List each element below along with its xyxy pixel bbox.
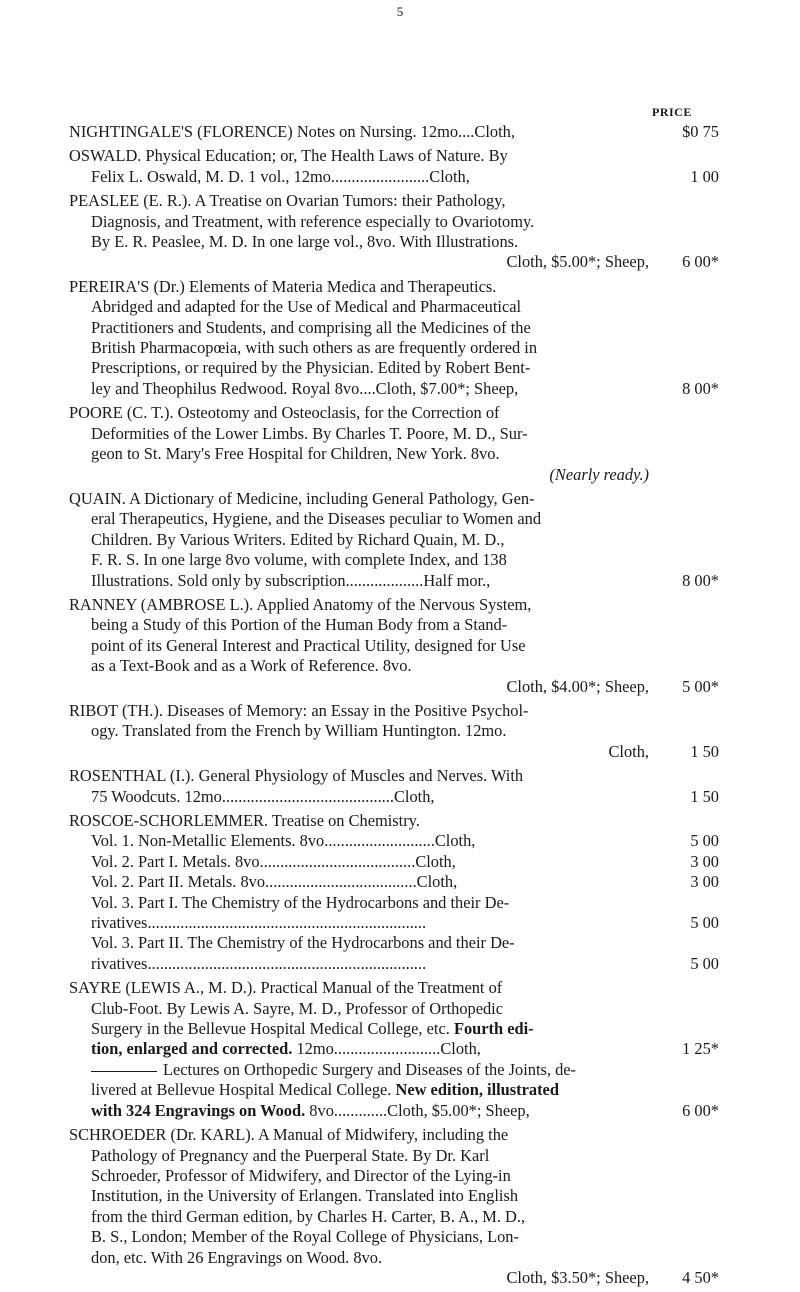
line-text: from the third German edition, by Charles H. Carter, B. A., M. D., — [91, 1206, 526, 1226]
price-column-header: PRICE — [652, 105, 692, 119]
line-text: being a Study of this Portion of the Human Body from a Stand- — [91, 615, 508, 635]
entry-line — [69, 913, 719, 933]
entry-line — [69, 1146, 715, 1166]
catalog-entry — [69, 146, 719, 187]
entry-line — [69, 741, 719, 762]
price-value: 1 25* — [682, 1039, 719, 1059]
catalog-entry — [69, 191, 719, 273]
catalog-entry — [69, 811, 719, 974]
entry-line — [69, 378, 719, 399]
entry-line — [69, 509, 715, 529]
line-text: (Nearly ready.) — [549, 464, 649, 484]
catalog-entry — [69, 700, 719, 762]
line-text: Abridged and adapted for the Use of Medical and Pharmaceutical — [91, 297, 522, 317]
line-text: ogy. Translated from the French by William Huntington. 12mo. — [91, 721, 507, 741]
line-text: ROSCOE-SCHORLEMMER. Treatise on Chemistry. — [69, 811, 420, 830]
entry-line — [69, 570, 719, 591]
price-value: 3 00 — [690, 851, 719, 871]
page-number: 5 — [396, 4, 404, 19]
entry-line — [69, 424, 715, 444]
line-text: ROSENTHAL (I.). General Physiology of Muscles and Nerves. With — [69, 766, 524, 786]
entry-line — [69, 831, 719, 851]
line-text: ley and Theophilus Redwood. Royal 8vo....Cloth, $7.00*; Sheep, — [91, 378, 519, 398]
entry-line — [69, 1125, 715, 1145]
price-value: 1 00 — [690, 166, 719, 186]
entry-line — [69, 953, 719, 974]
entry-line — [69, 1100, 719, 1121]
entry-line — [69, 122, 719, 142]
line-text: 8vo.............Cloth, $5.00*; Sheep, — [305, 1100, 530, 1120]
line-text: British Pharmacopœia, with such others as are frequently ordered in — [91, 338, 538, 358]
entry-line — [69, 1248, 715, 1268]
catalog-entry — [69, 594, 719, 697]
entry-line — [69, 318, 715, 338]
line-text: Cloth, $5.00*; Sheep, — [506, 252, 649, 272]
catalog-entry — [69, 276, 719, 399]
entry-line — [69, 212, 715, 232]
line-text: Cloth, $4.00*; Sheep, — [506, 676, 649, 696]
entry-line — [69, 1080, 715, 1100]
entry-line — [69, 811, 715, 831]
entry-line — [69, 766, 715, 786]
line-text: Felix L. Oswald, M. D. 1 vol., 12mo........................Cloth, — [91, 166, 470, 186]
line-text: SCHROEDER (Dr. KARL). A Manual of Midwifery, including the — [69, 1125, 509, 1145]
price-value: 5 00 — [690, 831, 719, 851]
catalog-entry — [69, 488, 719, 591]
entry-line — [69, 1207, 715, 1227]
line-text: livered at Bellevue Hospital Medical College. — [91, 1080, 392, 1100]
entry-line — [69, 595, 715, 615]
line-text: Children. By Various Writers. Edited by Richard Quain, M. D., — [91, 529, 505, 549]
line-text: Vol. 3. Part II. The Chemistry of the Hydrocarbons and their De- — [91, 933, 515, 953]
price-value: 5 00* — [682, 676, 719, 696]
line-text: 75 Woodcuts. 12mo..........................................Cloth, — [91, 786, 435, 806]
line-text: eral Therapeutics, Hygiene, and the Diseases peculiar to Women and — [91, 509, 542, 529]
line-text: SAYRE (LEWIS A., M. D.). Practical Manual of the Treatment of — [69, 978, 503, 998]
price-value: 3 00 — [690, 872, 719, 892]
entry-line — [69, 893, 715, 913]
line-text: Illustrations. Sold only by subscription...................Half mor., — [91, 570, 491, 590]
bold-text: with 324 Engravings on Wood. — [91, 1100, 306, 1120]
ditto-dash — [91, 1071, 157, 1072]
entry-line — [69, 232, 715, 252]
line-text: Pathology of Pregnancy and the Puerperal State. By Dr. Karl — [91, 1145, 490, 1165]
line-text: OSWALD. Physical Education; or, The Health Laws of Nature. By — [69, 146, 508, 166]
line-text: Cloth, $3.50*; Sheep, — [506, 1267, 649, 1287]
entry-line — [69, 1039, 719, 1059]
line-text: Deformities of the Lower Limbs. By Charles T. Poore, M. D., Sur- — [91, 423, 528, 443]
entry-line — [69, 656, 715, 676]
entry-line — [69, 358, 715, 378]
entry-line — [69, 851, 719, 872]
entry-line — [69, 465, 715, 485]
entry-line — [69, 1019, 715, 1039]
line-text: Practitioners and Students, and comprising all the Medicines of the — [91, 317, 531, 337]
price-value: 8 00* — [682, 378, 719, 398]
price-value: 1 50 — [690, 786, 719, 806]
line-text: Lectures on Orthopedic Surgery and Diseases of the Joints, de- — [163, 1059, 576, 1079]
entry-line — [69, 166, 719, 187]
price-value: 5 00 — [690, 953, 719, 973]
line-text: Club-Foot. By Lewis A. Sayre, M. D., Professor of Orthopedic — [91, 998, 504, 1018]
line-text: Vol. 1. Non-Metallic Elements. 8vo...........................Cloth, — [91, 831, 476, 851]
line-text: Vol. 2. Part II. Metals. 8vo.....................................Cloth, — [91, 872, 458, 892]
line-text: PEREIRA'S (Dr.) Elements of Materia Medica and Therapeutics. — [69, 276, 497, 296]
catalog-entry — [69, 978, 719, 1121]
line-text: Vol. 3. Part I. The Chemistry of the Hydrocarbons and their De- — [91, 892, 510, 912]
price-value: 8 00* — [682, 570, 719, 590]
price-value: 1 50 — [690, 741, 719, 761]
bold-text: tion, enlarged and corrected. — [91, 1039, 293, 1059]
line-text: RIBOT (TH.). Diseases of Memory: an Essay in the Positive Psychol- — [69, 700, 529, 720]
catalog-entry — [69, 122, 719, 142]
entry-line — [69, 530, 715, 550]
price-value: 6 00* — [682, 252, 719, 272]
entry-line — [69, 978, 715, 998]
entry-line — [69, 615, 715, 635]
entry-line — [69, 550, 715, 570]
line-text: Surgery in the Bellevue Hospital Medical College, etc. — [91, 1019, 450, 1039]
line-text: Vol. 2. Part I. Metals. 8vo......................................Cloth, — [91, 851, 456, 871]
entry-line — [69, 1060, 715, 1080]
entry-line — [69, 1227, 715, 1247]
price-value: 4 50* — [682, 1267, 719, 1287]
catalog-entry — [69, 1125, 719, 1288]
line-text: rivatives.................................................................... — [91, 913, 427, 933]
line-text: Institution, in the University of Erlangen. Translated into English — [91, 1186, 519, 1206]
entry-line — [69, 297, 715, 317]
entry-line — [69, 721, 715, 741]
entry-line — [69, 403, 715, 423]
line-text: RANNEY (AMBROSE L.). Applied Anatomy of the Nervous System, — [69, 594, 532, 614]
entry-line — [69, 701, 715, 721]
entry-line — [69, 338, 715, 358]
entry-line — [69, 786, 719, 807]
line-text: By E. R. Peaslee, M. D. In one large vol., 8vo. With Illustrations. — [91, 232, 519, 252]
price-value: 5 00 — [690, 913, 719, 933]
line-text: PEASLEE (E. R.). A Treatise on Ovarian Tumors: their Pathology, — [69, 191, 506, 211]
entry-line — [69, 191, 715, 211]
entry-line — [69, 636, 715, 656]
catalog-entry — [69, 766, 719, 807]
entry-line — [69, 676, 719, 697]
entry-line — [69, 1166, 715, 1186]
entry-line — [69, 1186, 715, 1206]
entry-line — [69, 252, 719, 272]
line-text: B. S., London; Member of the Royal College of Physicians, Lon- — [91, 1227, 519, 1247]
entry-line — [69, 999, 715, 1019]
line-text: NIGHTINGALE'S (FLORENCE) Notes on Nursing. 12mo....Cloth, — [69, 122, 515, 141]
line-text: don, etc. With 26 Engravings on Wood. 8vo. — [91, 1247, 383, 1267]
entry-line — [69, 933, 715, 953]
bold-text: New edition, illustrated — [391, 1080, 559, 1100]
line-text: as a Text-Book and as a Work of Reference. 8vo. — [91, 656, 412, 676]
line-text: POORE (C. T.). Osteotomy and Osteoclasis, for the Correction of — [69, 403, 500, 423]
price-value: $0 75 — [682, 122, 719, 141]
catalog-entry — [69, 403, 715, 485]
line-text: Prescriptions, or required by the Physician. Edited by Robert Bent- — [91, 358, 531, 378]
line-text: QUAIN. A Dictionary of Medicine, including General Pathology, Gen- — [69, 488, 535, 508]
entry-line — [69, 146, 715, 166]
line-text: Cloth, — [608, 741, 649, 761]
line-text: geon to St. Mary's Free Hospital for Children, New York. 8vo. — [91, 444, 500, 464]
line-text: Diagnosis, and Treatment, with reference especially to Ovariotomy. — [91, 211, 535, 231]
entry-line — [69, 872, 719, 892]
catalog-entries — [69, 122, 719, 1292]
bold-text: Fourth edi- — [449, 1019, 534, 1039]
entry-line — [69, 444, 715, 464]
line-text: 12mo..........................Cloth, — [292, 1039, 481, 1059]
entry-line — [69, 277, 715, 297]
entry-line — [69, 489, 715, 509]
price-value: 6 00* — [682, 1100, 719, 1120]
line-text: rivatives.................................................................... — [91, 953, 427, 973]
entry-line — [69, 1267, 719, 1288]
line-text: point of its General Interest and Practical Utility, designed for Use — [91, 635, 526, 655]
line-text: F. R. S. In one large 8vo volume, with complete Index, and 138 — [91, 550, 507, 570]
line-text: Schroeder, Professor of Midwifery, and Director of the Lying-in — [91, 1165, 511, 1185]
